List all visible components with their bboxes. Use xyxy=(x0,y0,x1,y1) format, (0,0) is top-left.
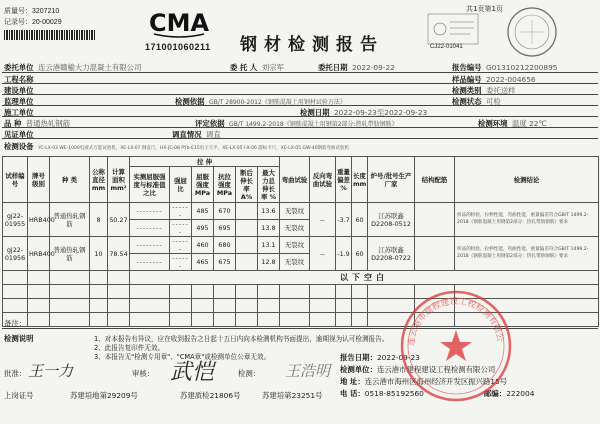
company-stamp-icon xyxy=(398,288,514,404)
review-signature: 武恺 xyxy=(170,360,215,385)
col-max-elong: 最大力总伸长率 % xyxy=(258,167,280,203)
test-date-label: 检测日期 xyxy=(300,108,330,117)
cell-sample-no: gj22-01955 xyxy=(3,203,28,237)
phone-label: 电 话： xyxy=(340,389,365,398)
cell-tensile: 680 xyxy=(214,237,236,254)
cell-yield-ratio: -------- xyxy=(130,254,170,271)
col-sample-no: 试样编号 xyxy=(3,157,28,203)
col-tension: 拉 伸 xyxy=(130,157,280,167)
record-no-label: 记录号： xyxy=(4,19,32,26)
test-date-value: 2022-09-23至2022-09-23 xyxy=(333,108,428,117)
category-label: 品 种 xyxy=(4,119,22,128)
survey-value: 调直 xyxy=(205,130,221,139)
remarks-label: 备注： xyxy=(4,319,27,328)
cell-bend: 无裂纹 xyxy=(280,237,310,254)
report-date-value: 2022-09-23 xyxy=(376,353,420,362)
cert-label: 上岗证号 xyxy=(4,391,34,400)
col-grade: 牌号级别 xyxy=(28,157,50,203)
org-value: 连云港市建程建设工程检测有限公司 xyxy=(376,365,496,374)
col-diameter: 公称直径 mm xyxy=(90,157,108,203)
qualification-seal-icon xyxy=(506,6,558,58)
basis-value: GB/T 28900-2012《钢筋混凝土用钢材试验方法》 xyxy=(208,99,346,106)
col-elong: 断后伸长率 A% xyxy=(236,167,258,203)
cert-tester: 苏建培第23251号 xyxy=(262,391,323,400)
cell-max-elong: 12.8 xyxy=(258,254,280,271)
approve-label: 批准： xyxy=(4,369,27,378)
divider xyxy=(2,72,598,73)
col-conclusion-result: 结构配筋 xyxy=(415,157,455,203)
col-area: 计算面积 mm² xyxy=(108,157,130,203)
col-kind: 种 类 xyxy=(50,157,90,203)
col-strength-ratio: 强屈比 xyxy=(170,167,192,203)
cell-yield: 495 xyxy=(192,220,214,237)
svg-text:连云港市建程建设工程检测有限公司 xyxy=(398,288,505,346)
evaluation-value: GB/T 1499.2-2018《钢筋混凝土用钢第2部分:热轧带肋钢筋》 xyxy=(228,121,398,128)
cell-diameter: 10 xyxy=(90,237,108,271)
cell-max-elong: 13.1 xyxy=(258,237,280,254)
cell-strength-ratio: ------ xyxy=(170,220,192,237)
report-no-label: 报告编号 xyxy=(452,63,482,72)
test-type-label: 检测类别 xyxy=(452,86,482,95)
cell-strength-ratio: ------ xyxy=(170,254,192,271)
cell-rebend: -- xyxy=(310,237,336,271)
blank-below-label: 以下空白 xyxy=(130,271,599,285)
contractor-label: 施工单位 xyxy=(4,108,34,117)
consign-date-value: 2022-09-22 xyxy=(351,63,395,72)
cell-bend: 无裂纹 xyxy=(280,203,310,220)
divider xyxy=(2,83,598,84)
cma-code: 171001060211 xyxy=(145,42,211,52)
cma-logo-text: CMA xyxy=(148,9,210,37)
address-value: 连云港市海州区海州经济开发区振兴路15号 xyxy=(364,377,508,386)
cell-yield: 460 xyxy=(192,237,214,254)
cma-logo xyxy=(148,6,210,38)
equipment-field xyxy=(4,141,349,152)
consignor-value: 刘宗军 xyxy=(261,63,284,72)
cell-yield: 465 xyxy=(192,254,214,271)
lab-mark: CJ22-01041 xyxy=(430,44,463,50)
quality-no-label: 质量号： xyxy=(4,8,32,15)
cell-conclusion: 样品的检验，拉伸性能，弯曲性能，重量偏差符合GB/T 1499.2-2018《钢筋混凝土用钢第2部分：热轧带肋钢筋》要求 xyxy=(455,237,599,271)
approve-signature: 王一力 xyxy=(28,362,74,380)
cell-elong xyxy=(236,220,258,237)
cell-max-elong: 13.6 xyxy=(258,203,280,220)
survey-label: 调直情况 xyxy=(172,130,202,139)
test-status-label: 检测状态 xyxy=(452,97,482,106)
divider xyxy=(2,116,598,117)
sample-no-value: 2022-004656 xyxy=(485,75,536,84)
equipment-value: YC-LX-03 WE-1000电液式万能试验机，XE-LX-07 钢直尺，HX-JC-08 PYb-E15电子天平，XE-LX-05 I-X-06 游标卡尺，XE-LX-05 GW-40钢筋弯曲试验机 xyxy=(37,146,350,151)
sample-no-label: 样品编号 xyxy=(452,75,482,84)
cell-bend: 无裂纹 xyxy=(280,254,310,271)
witness-label: 见证单位 xyxy=(4,130,34,139)
cell-yield-ratio: -------- xyxy=(130,203,170,220)
note-2: 2、此报告复印件无效。 xyxy=(94,344,165,352)
cell-elong xyxy=(236,254,258,271)
evaluation-label: 评定依据 xyxy=(195,119,225,128)
note-1: 1、对本报告有异议，应在收到报告之日起十五日内向本检测机构书面提出，逾期视为认可检测报告。 xyxy=(94,335,389,343)
cell-grade: HRB400 xyxy=(28,203,50,237)
project-label: 工程名称 xyxy=(4,75,34,84)
client-value: 连云港赣榆大力混凝土有限公司 xyxy=(37,63,142,72)
cell-conclusion: 样品的检验，拉伸性能，弯曲性能，重量偏差符合GB/T 1499.2-2018《钢筋混凝土用钢第2部分：热轧带肋钢筋》要求 xyxy=(455,203,599,237)
cell-kind: 普通热轧钢筋 xyxy=(50,203,90,237)
env-value: 温度 22℃ xyxy=(511,119,547,128)
cell-weight-dev: -3.7 xyxy=(336,203,352,237)
cell-strength-ratio: ------ xyxy=(170,203,192,220)
env-label: 检测环境 xyxy=(478,119,508,128)
col-producer: 炉号/批号生产厂家 xyxy=(368,157,415,203)
record-no: 20-00029 xyxy=(32,19,62,26)
col-bend: 弯曲试验 xyxy=(280,157,310,203)
cell-tensile: 670 xyxy=(214,203,236,220)
divider xyxy=(2,94,598,95)
cell-diameter: 8 xyxy=(90,203,108,237)
cell-tensile: 675 xyxy=(214,254,236,271)
notes-label xyxy=(4,333,34,344)
cert-approve: 苏建培地第29209号 xyxy=(70,391,138,400)
header-meta xyxy=(4,6,96,40)
zip-value: 222004 xyxy=(506,389,535,398)
review-label: 审核： xyxy=(132,369,155,378)
col-tensile: 抗拉强度 MPa xyxy=(214,167,236,203)
page-title: 钢材检测报告 xyxy=(240,35,384,55)
cell-area: 50.27 xyxy=(108,203,130,237)
supervisor-label: 监理单位 xyxy=(4,97,34,106)
consignor-label: 委 托 人 xyxy=(230,63,258,72)
address-label: 地 址： xyxy=(340,377,365,386)
barcode-icon xyxy=(4,30,96,40)
col-length: 长度 mm xyxy=(352,157,368,203)
cell-length: 60 xyxy=(352,203,368,237)
page-count: 共1页第1页 xyxy=(466,5,503,13)
cell-yield: 485 xyxy=(192,203,214,220)
zip-label: 邮编： xyxy=(484,389,507,398)
cell-bend: 无裂纹 xyxy=(280,220,310,237)
col-yield-ratio: 实测屈服强度与标准值之比 xyxy=(130,167,170,203)
cell-elong xyxy=(236,237,258,254)
quality-no: 3207210 xyxy=(32,8,60,15)
cell-strength-ratio: ------ xyxy=(170,237,192,254)
divider xyxy=(2,105,598,106)
divider xyxy=(2,138,598,139)
col-weight-dev: 重量偏差 % xyxy=(336,157,352,203)
construction-label: 建设单位 xyxy=(4,86,34,95)
cell-grade: HRB400 xyxy=(28,237,50,271)
col-yield: 屈服强度 MPa xyxy=(192,167,214,203)
divider xyxy=(2,127,598,128)
cell-elong xyxy=(236,203,258,220)
cell-weight-dev: -1.9 xyxy=(336,237,352,271)
test-status-value: 可检 xyxy=(485,97,501,106)
consign-date-label: 委托日期 xyxy=(318,63,348,72)
cell-max-elong: 13.8 xyxy=(258,220,280,237)
basis-label: 检测依据 xyxy=(175,97,205,106)
cert-review: 苏建质检21806号 xyxy=(180,391,241,400)
phone-value: 0518-85192560 xyxy=(364,389,424,398)
client-label: 委托单位 xyxy=(4,63,34,72)
cell-conclusion-result xyxy=(415,237,455,271)
notes-title: 检测说明 xyxy=(4,334,34,343)
table-row xyxy=(3,203,599,220)
stamp-text: 连云港市建程建设工程检测有限公 xyxy=(406,296,505,347)
cell-length: 60 xyxy=(352,237,368,271)
note-3: 3、本报告无"检测专用章"、"CMA章"或检测单位公章无效。 xyxy=(94,353,271,361)
cell-conclusion-result xyxy=(415,203,455,237)
tester-label: 检测： xyxy=(238,369,261,378)
report-no-value: G01310212200895 xyxy=(485,63,558,72)
test-type-value: 委托送样 xyxy=(485,86,516,95)
tester-signature: 王浩明 xyxy=(285,362,331,380)
cell-kind: 普通热轧钢筋 xyxy=(50,237,90,271)
org-label: 检测单位： xyxy=(340,365,377,374)
category-value: 普通热轧钢筋 xyxy=(25,119,71,128)
cell-yield-ratio: -------- xyxy=(130,237,170,254)
cell-producer: 江苏联鑫 D2208-0722 xyxy=(368,237,415,271)
cell-tensile: 695 xyxy=(214,220,236,237)
cell-sample-no: gj22-01956 xyxy=(3,237,28,271)
cell-yield-ratio: -------- xyxy=(130,220,170,237)
report-date-label: 报告日期： xyxy=(340,353,377,362)
table-row-blank xyxy=(3,271,599,285)
cell-producer: 江苏联鑫 D2208-0512 xyxy=(368,203,415,237)
col-rebend: 反向弯曲试验 xyxy=(310,157,336,203)
cell-area: 78.54 xyxy=(108,237,130,271)
cell-rebend: -- xyxy=(310,203,336,237)
col-conclusion: 检测结论 xyxy=(455,157,599,203)
equipment-label: 检测设备 xyxy=(4,142,34,151)
table-row xyxy=(3,237,599,254)
